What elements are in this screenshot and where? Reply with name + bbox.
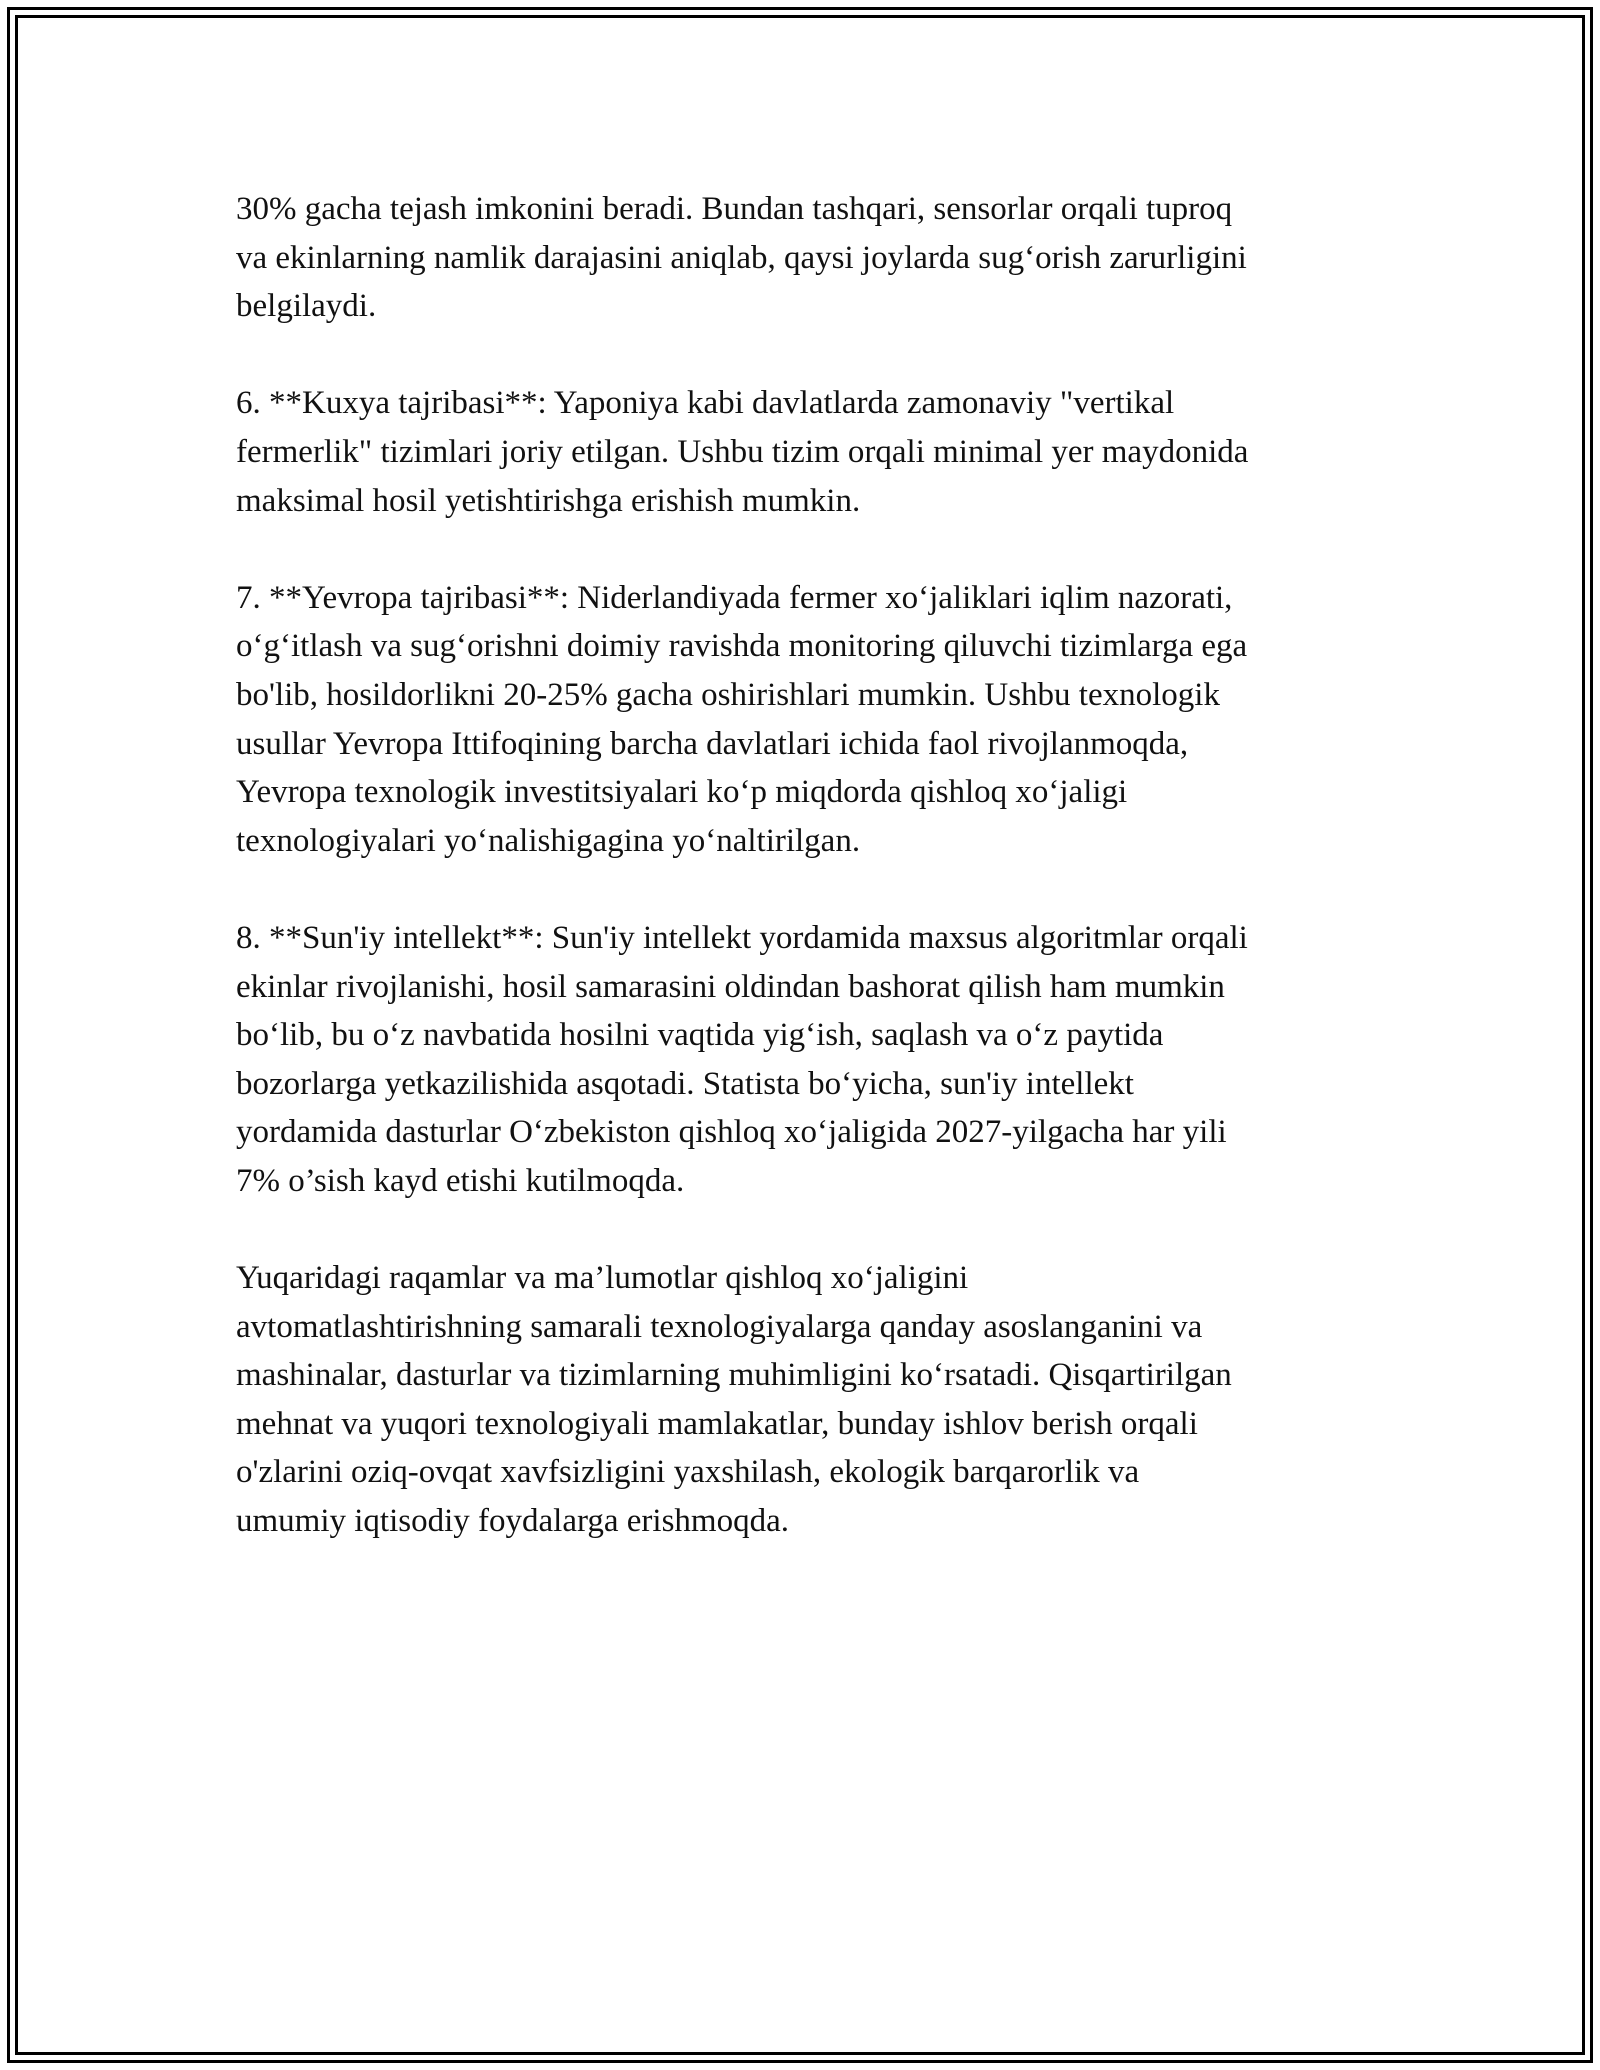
text-line: 6. **Kuxya tajribasi**: Yaponiya kabi davlatlarda zamonaviy "vertikal bbox=[236, 385, 1175, 422]
paragraph-item-7 bbox=[236, 574, 1376, 866]
text-line: va ekinlarning namlik darajasini aniqlab, qaysi joylarda sug‘orish zarurligini bbox=[236, 239, 1247, 276]
text-line: o‘g‘itlash va sug‘orishni doimiy ravishda monitoring qiluvchi tizimlarga ega bbox=[236, 628, 1248, 665]
paragraph-item-6 bbox=[236, 379, 1376, 525]
text-line: belgilaydi. bbox=[236, 288, 377, 325]
text-line: 8. **Sun'iy intellekt**: Sun'iy intellekt yordamida maxsus algoritmlar orqali bbox=[236, 919, 1248, 956]
text-line: mashinalar, dasturlar va tizimlarning muhimligini ko‘rsatadi. Qisqartirilgan bbox=[236, 1357, 1232, 1394]
text-line: 7% o’sish kayd etishi kutilmoqda. bbox=[236, 1162, 685, 1199]
paragraph-conclusion bbox=[236, 1254, 1376, 1546]
text-line: mehnat va yuqori texnologiyali mamlakatlar, bunday ishlov berish orqali bbox=[236, 1405, 1198, 1442]
text-line: maksimal hosil yetishtirishga erishish mumkin. bbox=[236, 482, 861, 519]
paragraph-intro-continuation bbox=[236, 185, 1376, 331]
text-line: usullar Yevropa Ittifoqining barcha davlatlari ichida faol rivojlanmoqda, bbox=[236, 725, 1189, 762]
text-line: bo'lib, hosildorlikni 20-25% gacha oshirishlari mumkin. Ushbu texnologik bbox=[236, 676, 1220, 713]
paragraph-item-8 bbox=[236, 914, 1376, 1206]
text-line: texnologiyalari yo‘nalishigagina yo‘naltirilgan. bbox=[236, 822, 861, 859]
text-line: umumiy iqtisodiy foydalarga erishmoqda. bbox=[236, 1503, 789, 1540]
text-line: 30% gacha tejash imkonini beradi. Bundan tashqari, sensorlar orqali tuproq bbox=[236, 191, 1233, 227]
text-line: yordamida dasturlar O‘zbekiston qishloq xo‘jaligida 2027-yilgacha har yili bbox=[236, 1114, 1227, 1151]
text-line: Yevropa texnologik investitsiyalari ko‘p miqdorda qishloq xo‘jaligi bbox=[236, 774, 1128, 811]
text-line: avtomatlashtirishning samarali texnologiyalarga qanday asoslanganini va bbox=[236, 1308, 1203, 1345]
text-line: o'zlarini oziq-ovqat xavfsizligini yaxshilash, ekologik barqarorlik va bbox=[236, 1454, 1140, 1491]
text-line: Yuqaridagi raqamlar va ma’lumotlar qishloq xo‘jaligini bbox=[236, 1260, 969, 1297]
text-line: bo‘lib, bu o‘z navbatida hosilni vaqtida yig‘ish, saqlash va o‘z paytida bbox=[236, 1017, 1164, 1054]
document-body bbox=[236, 185, 1376, 1594]
text-line: fermerlik" tizimlari joriy etilgan. Ushbu tizim orqali minimal yer maydonida bbox=[236, 433, 1249, 470]
text-line: ekinlar rivojlanishi, hosil samarasini oldindan bashorat qilish ham mumkin bbox=[236, 968, 1225, 1005]
text-line: bozorlarga yetkazilishida asqotadi. Statista bo‘yicha, sun'iy intellekt bbox=[236, 1065, 1134, 1102]
text-line: 7. **Yevropa tajribasi**: Niderlandiyada fermer xo‘jaliklari iqlim nazorati, bbox=[236, 579, 1233, 616]
